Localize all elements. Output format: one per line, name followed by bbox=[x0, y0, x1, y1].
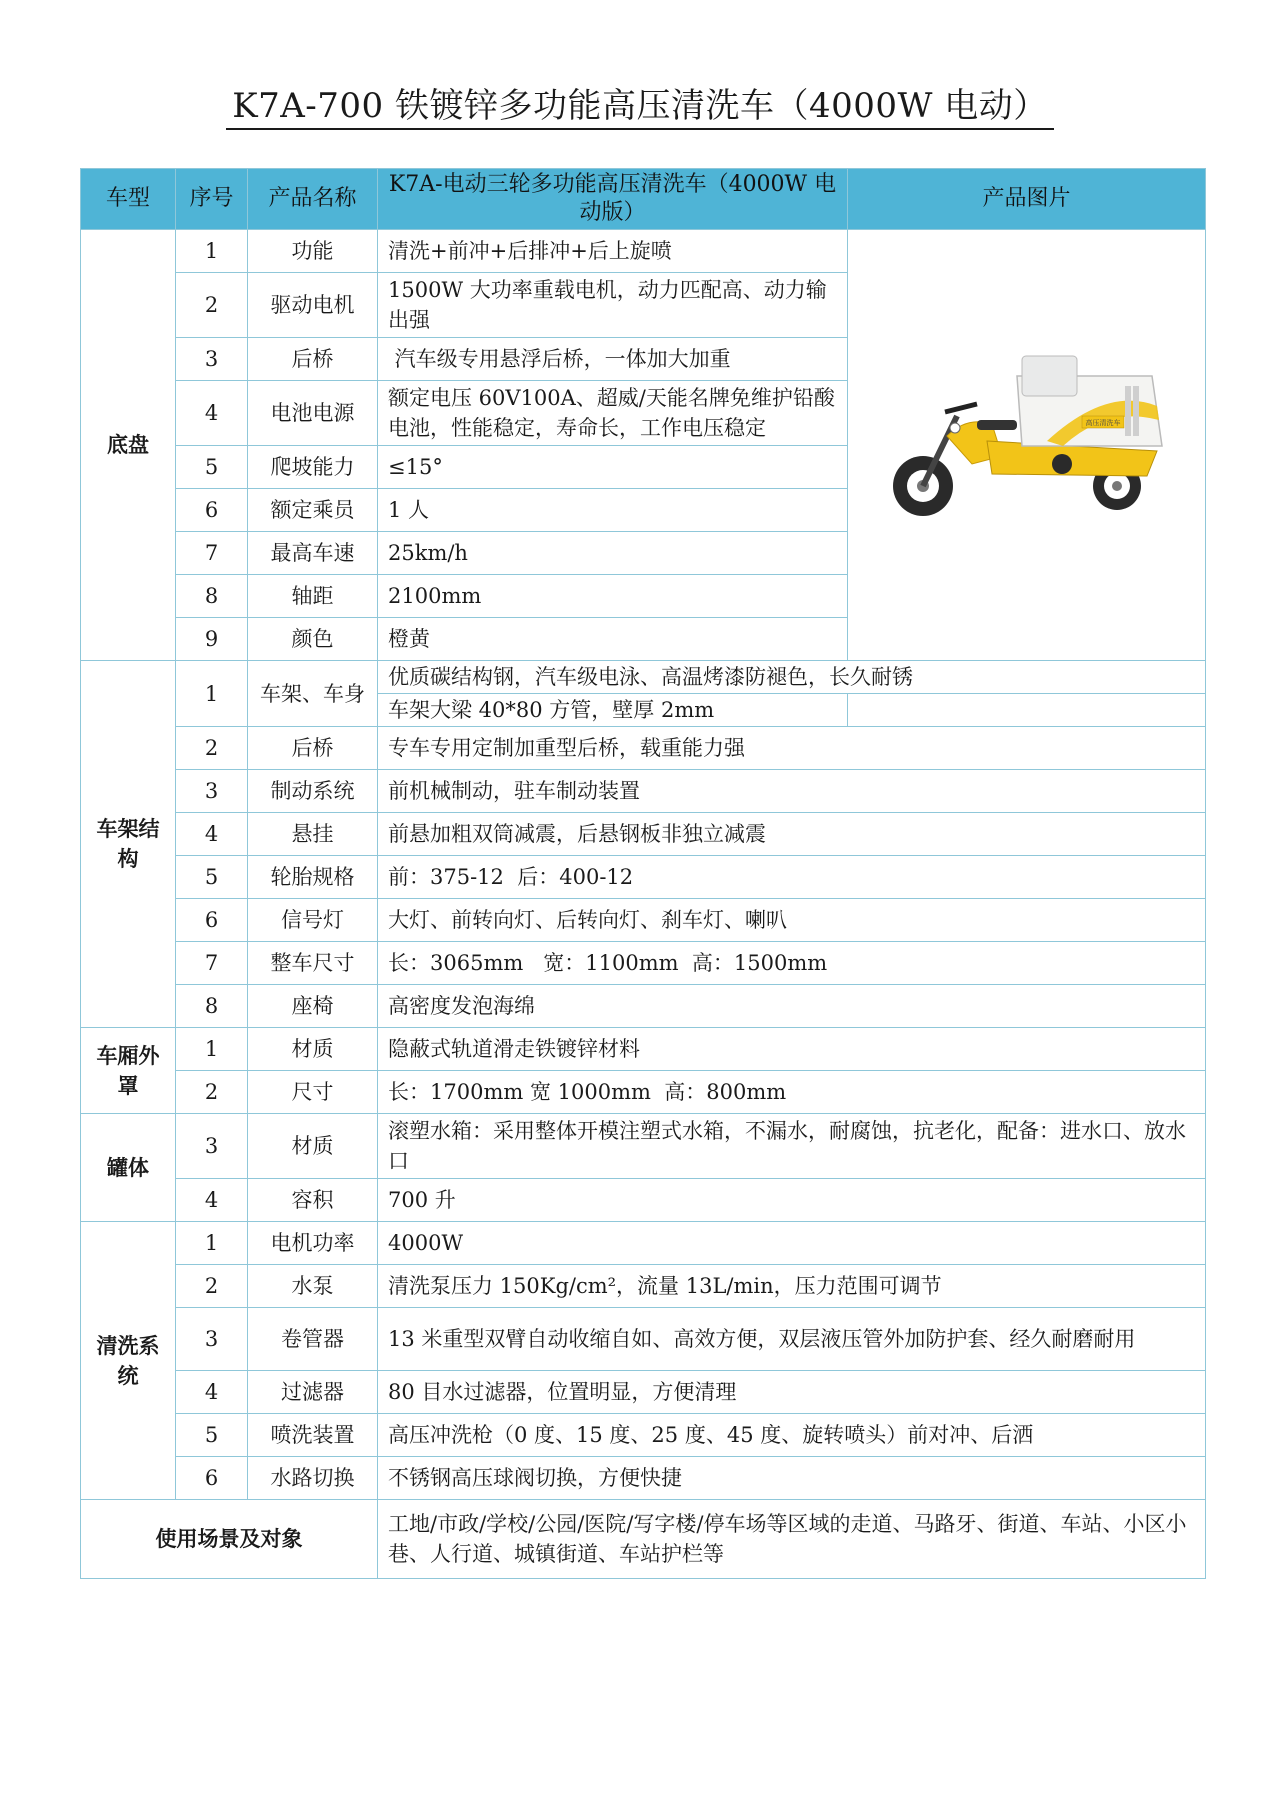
row-value: ≤15° bbox=[378, 446, 848, 489]
row-value: 前机械制动，驻车制动装置 bbox=[378, 770, 1206, 813]
category-frame: 车架结构 bbox=[81, 661, 176, 1028]
row-name: 水路切换 bbox=[248, 1457, 378, 1500]
row-name: 驱动电机 bbox=[248, 273, 378, 338]
row-index: 5 bbox=[176, 446, 248, 489]
row-value: 橙黄 bbox=[378, 618, 848, 661]
row-value: 前悬加粗双筒减震，后悬钢板非独立减震 bbox=[378, 813, 1206, 856]
row-value: 专车专用定制加重型后桥，载重能力强 bbox=[378, 727, 1206, 770]
row-name: 材质 bbox=[248, 1114, 378, 1179]
row-name: 信号灯 bbox=[248, 899, 378, 942]
row-name: 轴距 bbox=[248, 575, 378, 618]
row-index: 2 bbox=[176, 1071, 248, 1114]
empty-cell bbox=[848, 694, 1206, 727]
row-index: 7 bbox=[176, 942, 248, 985]
table-row bbox=[81, 1114, 1206, 1179]
row-index: 4 bbox=[176, 1179, 248, 1222]
row-index: 5 bbox=[176, 856, 248, 899]
category-cabin: 车厢外罩 bbox=[81, 1028, 176, 1114]
category-chassis: 底盘 bbox=[81, 230, 176, 661]
row-index: 2 bbox=[176, 727, 248, 770]
usage-row bbox=[81, 1500, 1206, 1579]
row-name: 车架、车身 bbox=[248, 661, 378, 727]
row-value: 车架大梁 40*80 方管，壁厚 2mm bbox=[378, 694, 848, 727]
table-row bbox=[81, 1371, 1206, 1414]
usage-label: 使用场景及对象 bbox=[81, 1500, 378, 1579]
row-name: 后桥 bbox=[248, 338, 378, 381]
row-value: 高压冲洗枪（0 度、15 度、25 度、45 度、旋转喷头）前对冲、后洒 bbox=[378, 1414, 1206, 1457]
row-name: 水泵 bbox=[248, 1265, 378, 1308]
row-value: 清洗泵压力 150Kg/cm²，流量 13L/min，压力范围可调节 bbox=[378, 1265, 1206, 1308]
row-value: 优质碳结构钢，汽车级电泳、高温烤漆防褪色，长久耐锈 bbox=[378, 661, 1206, 694]
table-row bbox=[81, 230, 1206, 273]
row-name: 容积 bbox=[248, 1179, 378, 1222]
row-value: 额定电压 60V100A、超威/天能名牌免维护铅酸电池，性能稳定，寿命长，工作电压稳定 bbox=[378, 381, 848, 446]
table-row bbox=[81, 1457, 1206, 1500]
row-index: 3 bbox=[176, 1114, 248, 1179]
row-name: 尺寸 bbox=[248, 1071, 378, 1114]
row-value: 长：3065mm 宽：1100mm 高：1500mm bbox=[378, 942, 1206, 985]
row-index: 9 bbox=[176, 618, 248, 661]
spec-table bbox=[80, 168, 1206, 1579]
row-index: 1 bbox=[176, 230, 248, 273]
table-row bbox=[81, 1071, 1206, 1114]
header-index: 序号 bbox=[176, 169, 248, 230]
row-index: 1 bbox=[176, 1028, 248, 1071]
row-index: 6 bbox=[176, 899, 248, 942]
row-index: 8 bbox=[176, 575, 248, 618]
table-row bbox=[81, 727, 1206, 770]
row-value: 高密度发泡海绵 bbox=[378, 985, 1206, 1028]
row-value: 长：1700mm 宽 1000mm 高：800mm bbox=[378, 1071, 1206, 1114]
row-index: 8 bbox=[176, 985, 248, 1028]
row-value: 13 米重型双臂自动收缩自如、高效方便，双层液压管外加防护套、经久耐磨耐用 bbox=[378, 1308, 1206, 1371]
row-index: 3 bbox=[176, 338, 248, 381]
row-name: 制动系统 bbox=[248, 770, 378, 813]
row-name: 座椅 bbox=[248, 985, 378, 1028]
row-index: 7 bbox=[176, 532, 248, 575]
table-row bbox=[81, 942, 1206, 985]
vehicle-image bbox=[877, 346, 1177, 536]
table-row bbox=[81, 1179, 1206, 1222]
row-index: 1 bbox=[176, 661, 248, 727]
row-index: 1 bbox=[176, 1222, 248, 1265]
table-row bbox=[81, 661, 1206, 694]
row-value: 1 人 bbox=[378, 489, 848, 532]
table-row bbox=[81, 856, 1206, 899]
row-name: 电机功率 bbox=[248, 1222, 378, 1265]
row-name: 材质 bbox=[248, 1028, 378, 1071]
document-title: K7A-700 铁镀锌多功能高压清洗车（4000W 电动） bbox=[0, 78, 1280, 127]
row-index: 2 bbox=[176, 1265, 248, 1308]
row-value: 汽车级专用悬浮后桥，一体加大加重 bbox=[378, 338, 848, 381]
row-value: 大灯、前转向灯、后转向灯、刹车灯、喇叭 bbox=[378, 899, 1206, 942]
row-name: 颜色 bbox=[248, 618, 378, 661]
row-index: 3 bbox=[176, 1308, 248, 1371]
row-name: 爬坡能力 bbox=[248, 446, 378, 489]
row-name: 功能 bbox=[248, 230, 378, 273]
row-name: 电池电源 bbox=[248, 381, 378, 446]
row-name: 喷洗装置 bbox=[248, 1414, 378, 1457]
header-image: 产品图片 bbox=[848, 169, 1206, 230]
row-name: 轮胎规格 bbox=[248, 856, 378, 899]
row-name: 最高车速 bbox=[248, 532, 378, 575]
category-tank: 罐体 bbox=[81, 1114, 176, 1222]
row-index: 3 bbox=[176, 770, 248, 813]
row-value: 25km/h bbox=[378, 532, 848, 575]
row-value: 2100mm bbox=[378, 575, 848, 618]
table-row bbox=[81, 1414, 1206, 1457]
header-row bbox=[81, 169, 1206, 230]
table-row bbox=[81, 1265, 1206, 1308]
row-index: 4 bbox=[176, 813, 248, 856]
row-value: 隐蔽式轨道滑走铁镀锌材料 bbox=[378, 1028, 1206, 1071]
row-index: 4 bbox=[176, 1371, 248, 1414]
row-name: 额定乘员 bbox=[248, 489, 378, 532]
product-image-cell bbox=[848, 230, 1206, 661]
row-value: 滚塑水箱：采用整体开模注塑式水箱，不漏水，耐腐蚀，抗老化，配备：进水口、放水口 bbox=[378, 1114, 1206, 1179]
table-row bbox=[81, 770, 1206, 813]
table-row bbox=[81, 813, 1206, 856]
vehicle-logo-text: 高压清洗车 bbox=[1085, 419, 1120, 427]
table-row bbox=[81, 1222, 1206, 1265]
row-value: 前：375-12 后：400-12 bbox=[378, 856, 1206, 899]
row-name: 卷管器 bbox=[248, 1308, 378, 1371]
header-name: 产品名称 bbox=[248, 169, 378, 230]
row-index: 4 bbox=[176, 381, 248, 446]
row-name: 过滤器 bbox=[248, 1371, 378, 1414]
row-value: 80 目水过滤器，位置明显，方便清理 bbox=[378, 1371, 1206, 1414]
row-index: 6 bbox=[176, 489, 248, 532]
row-name: 后桥 bbox=[248, 727, 378, 770]
row-name: 悬挂 bbox=[248, 813, 378, 856]
row-value: 4000W bbox=[378, 1222, 1206, 1265]
table-row bbox=[81, 1028, 1206, 1071]
row-name: 整车尺寸 bbox=[248, 942, 378, 985]
row-index: 5 bbox=[176, 1414, 248, 1457]
header-model: K7A-电动三轮多功能高压清洗车（4000W 电动版） bbox=[378, 169, 848, 230]
row-value: 清洗+前冲+后排冲+后上旋喷 bbox=[378, 230, 848, 273]
row-value: 700 升 bbox=[378, 1179, 1206, 1222]
row-index: 2 bbox=[176, 273, 248, 338]
row-value: 不锈钢高压球阀切换，方便快捷 bbox=[378, 1457, 1206, 1500]
category-cleaning: 清洗系统 bbox=[81, 1222, 176, 1500]
usage-value: 工地/市政/学校/公园/医院/写字楼/停车场等区域的走道、马路牙、街道、车站、小区小巷、人行道、城镇街道、车站护栏等 bbox=[378, 1500, 1206, 1579]
row-index: 6 bbox=[176, 1457, 248, 1500]
table-row bbox=[81, 1308, 1206, 1371]
header-type: 车型 bbox=[81, 169, 176, 230]
table-row bbox=[81, 985, 1206, 1028]
row-value: 1500W 大功率重载电机，动力匹配高、动力输出强 bbox=[378, 273, 848, 338]
table-row bbox=[81, 899, 1206, 942]
